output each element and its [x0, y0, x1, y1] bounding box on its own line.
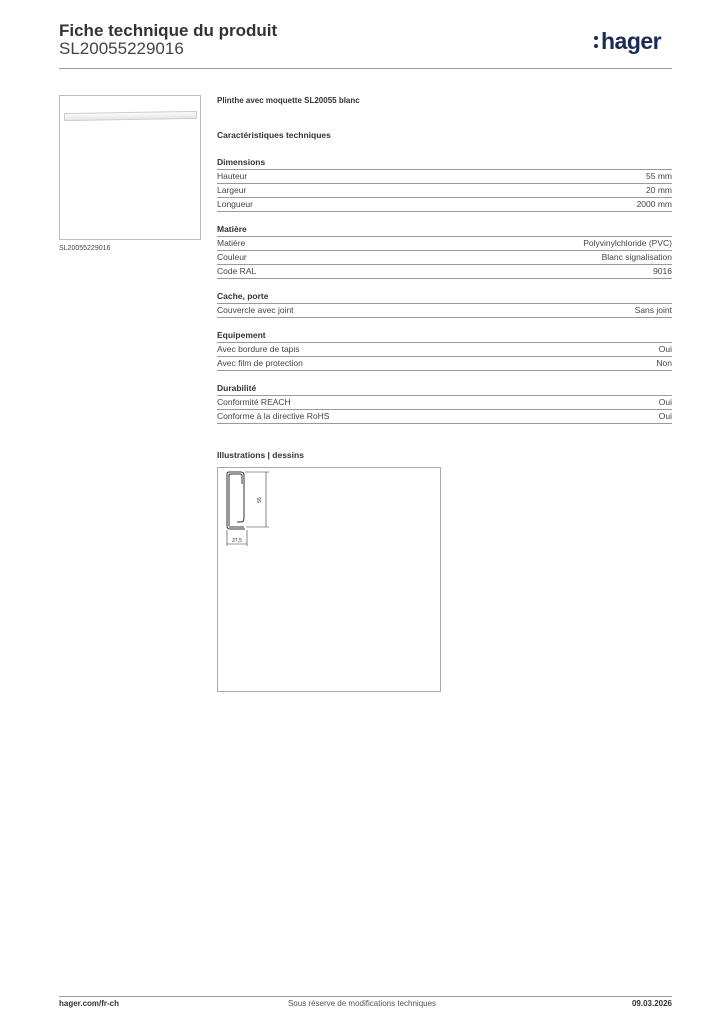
spec-group-title: Equipement — [217, 329, 672, 343]
spec-value: 20 mm — [646, 185, 672, 195]
spec-section — [217, 96, 672, 435]
spec-value: Oui — [658, 411, 672, 421]
footer-website: hager.com/fr-ch — [59, 999, 120, 1008]
spec-label: Longueur — [217, 199, 253, 209]
spec-label: Avec film de protection — [217, 358, 303, 368]
spec-group — [217, 290, 672, 318]
spec-value: Oui — [658, 397, 672, 407]
footer-notice: Sous réserve de modifications techniques — [287, 999, 437, 1008]
footer-date: 09.03.2026 — [631, 999, 672, 1008]
spec-label: Largeur — [217, 185, 247, 195]
spec-value: 9016 — [653, 266, 672, 276]
spec-label: Avec bordure de tapis — [217, 344, 300, 354]
spec-group — [217, 329, 672, 371]
spec-label: Code RAL — [217, 266, 257, 276]
spec-group-title: Cache, porte — [217, 290, 672, 304]
product-image-caption: SL20055229016 — [59, 245, 111, 252]
spec-row — [217, 304, 672, 318]
spec-row — [217, 251, 672, 265]
spec-value: Sans joint — [634, 305, 672, 315]
spec-label: Matière — [217, 238, 246, 248]
specs-heading: Caractéristiques techniques — [217, 130, 331, 140]
dim-width-label: 27,5 — [232, 538, 242, 544]
spec-label: Couleur — [217, 252, 247, 262]
spec-row — [217, 237, 672, 251]
spec-row — [217, 396, 672, 410]
logo-text: hager — [601, 28, 662, 54]
page-title: Fiche technique du produit — [59, 21, 278, 40]
spec-value: Oui — [658, 344, 672, 354]
header-divider — [59, 68, 672, 69]
spec-value: Non — [656, 358, 672, 368]
profile-drawing — [221, 470, 281, 548]
spec-groups — [217, 156, 672, 424]
illustrations-title: Illustrations | dessins — [217, 450, 304, 460]
spec-group-title: Durabilité — [217, 382, 672, 396]
illustration-frame — [217, 467, 441, 692]
spec-value: 55 mm — [646, 171, 672, 181]
spec-label: Conforme à la directive RoHS — [217, 411, 330, 421]
spec-value: Polyvinylchloride (PVC) — [583, 238, 672, 248]
footer-divider — [59, 996, 672, 997]
logo-dots-icon — [594, 34, 599, 50]
spec-value: 2000 mm — [636, 199, 672, 209]
dim-height-label: 55 — [257, 497, 263, 503]
spec-group — [217, 223, 672, 279]
spec-row — [217, 170, 672, 184]
product-name: Plinthe avec moquette SL20055 blanc — [217, 96, 360, 105]
product-reference: SL20055229016 — [59, 39, 184, 58]
spec-group — [217, 382, 672, 424]
spec-row — [217, 357, 672, 371]
spec-row — [217, 343, 672, 357]
spec-value: Blanc signalisation — [601, 252, 672, 262]
spec-label: Conformité REACH — [217, 397, 291, 407]
spec-group-title: Matière — [217, 223, 672, 237]
hager-logo — [594, 28, 661, 55]
spec-group — [217, 156, 672, 212]
spec-group-title: Dimensions — [217, 156, 672, 170]
spec-row — [217, 198, 672, 212]
spec-row — [217, 265, 672, 279]
product-image-frame — [59, 95, 201, 240]
spec-row — [217, 410, 672, 424]
spec-label: Couvercle avec joint — [217, 305, 294, 315]
spec-row — [217, 184, 672, 198]
spec-label: Hauteur — [217, 171, 248, 181]
product-image — [64, 111, 197, 121]
